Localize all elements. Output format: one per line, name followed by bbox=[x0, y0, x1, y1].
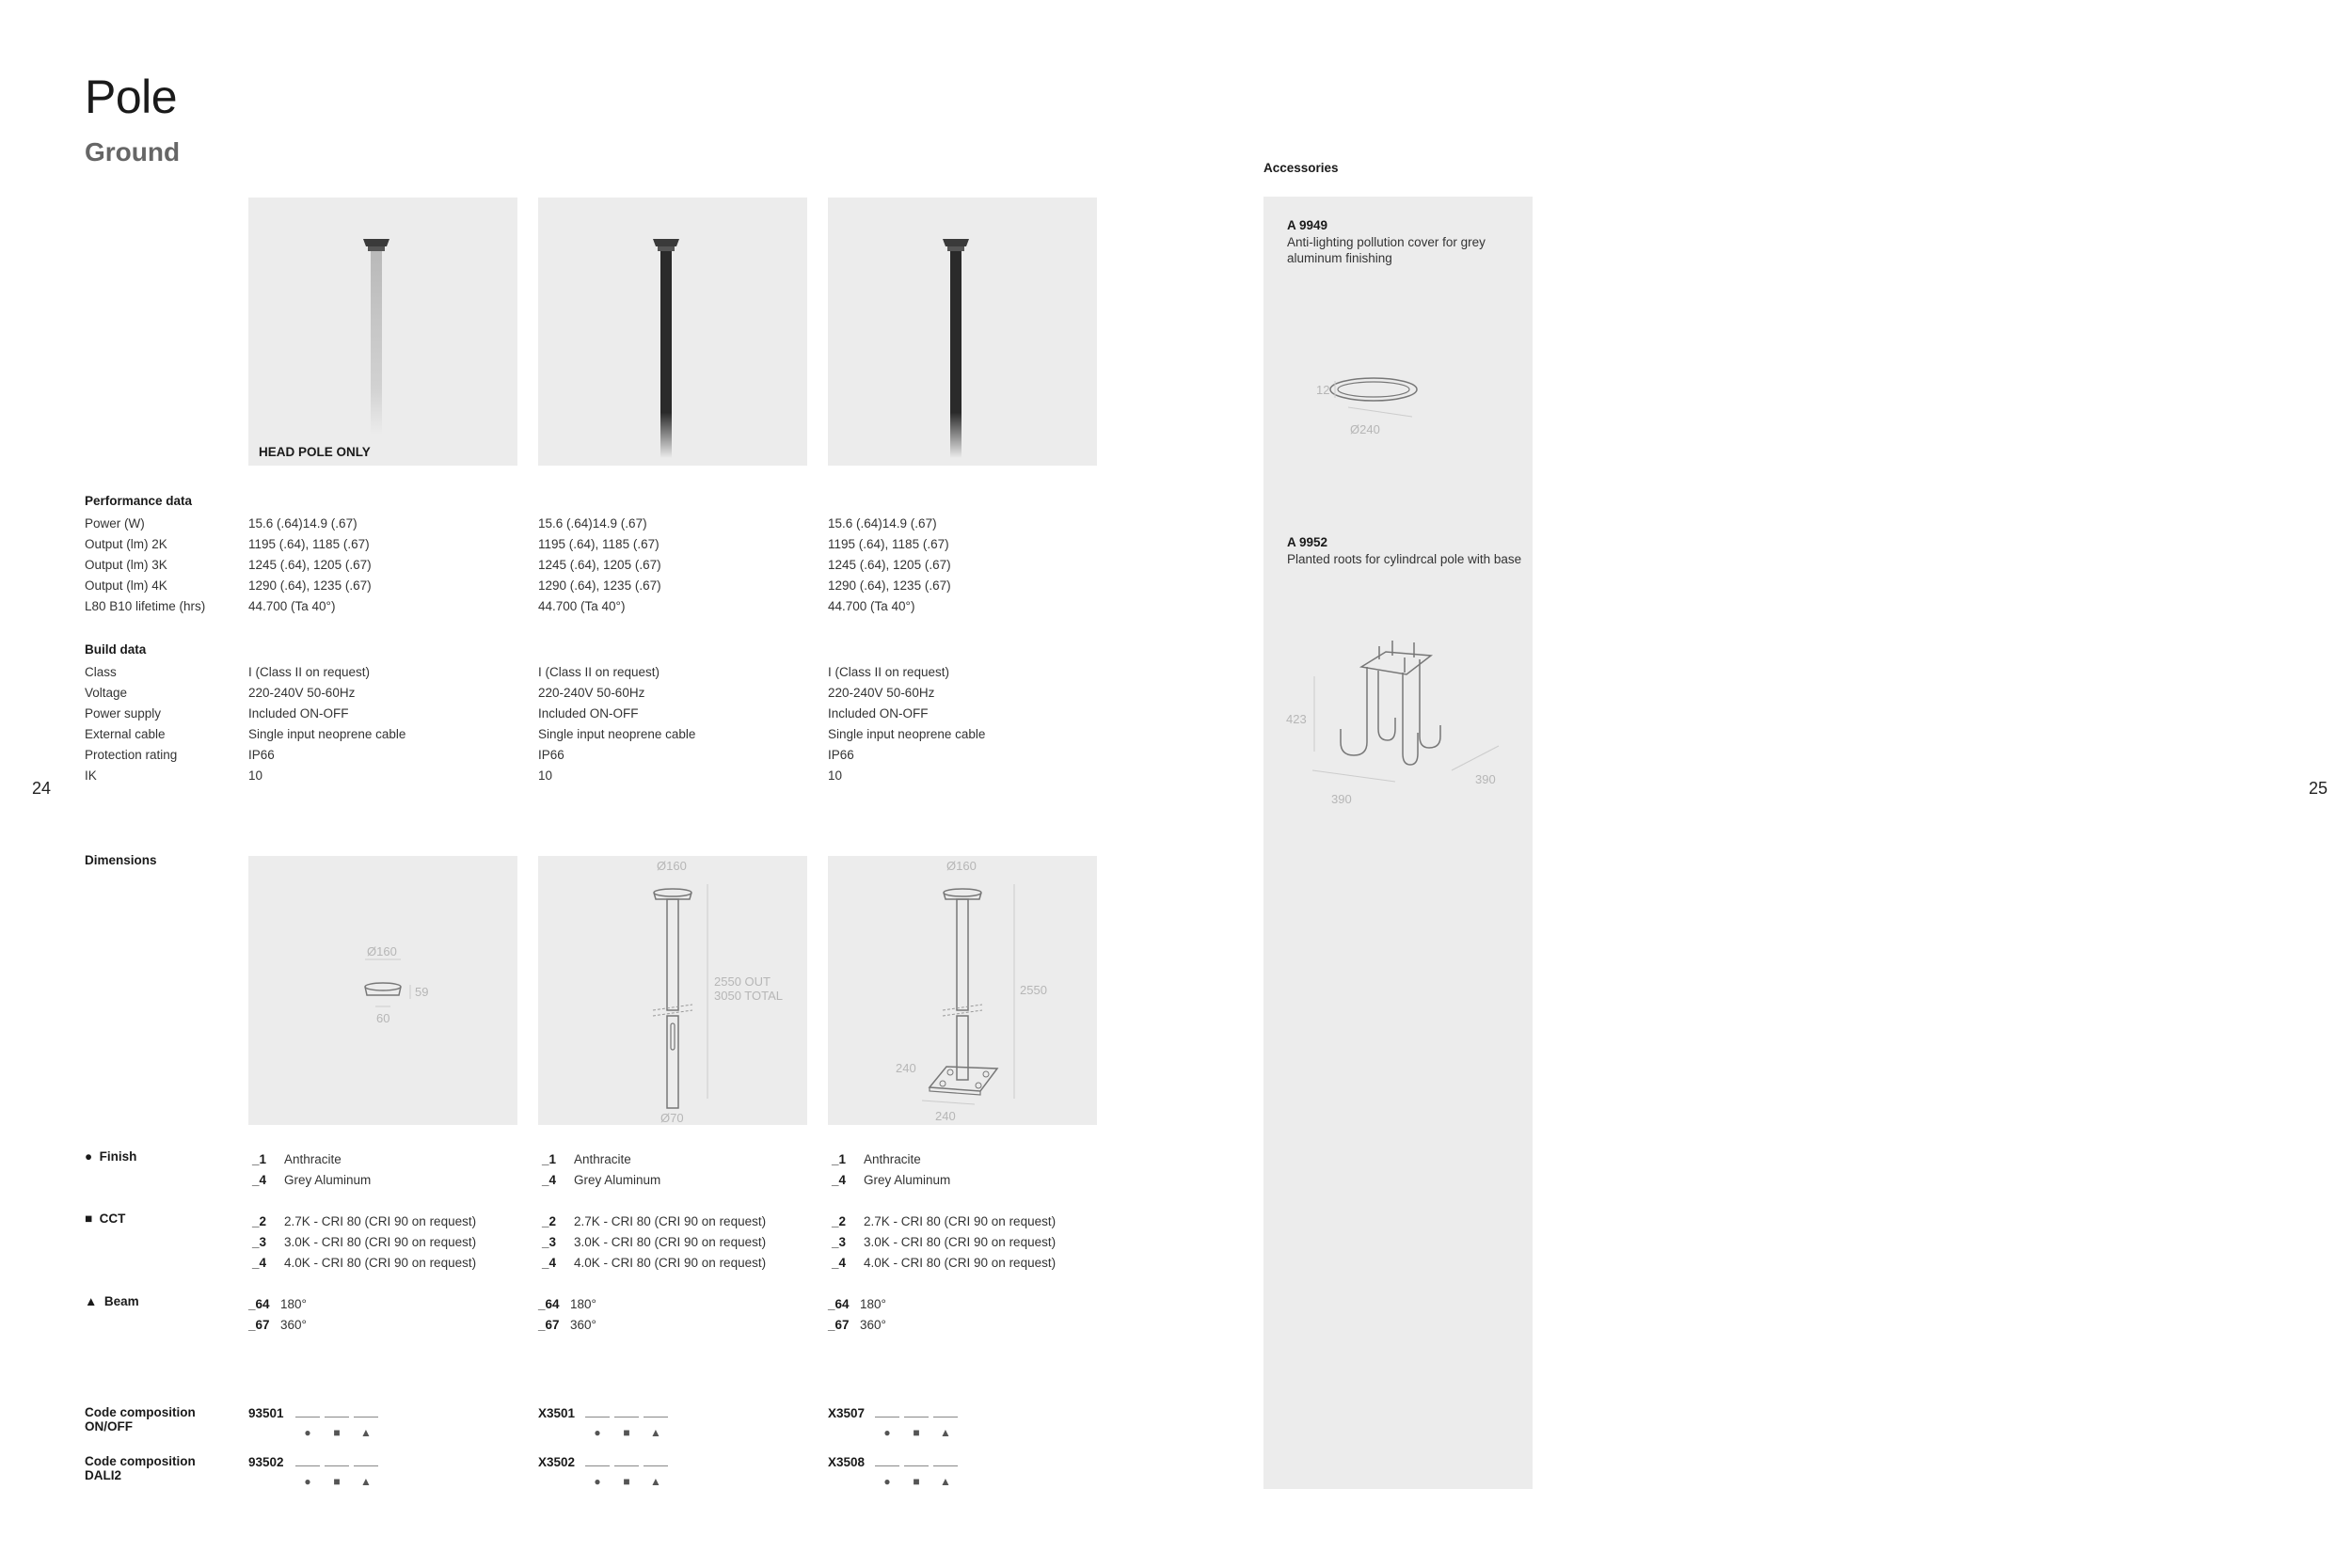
value-class: I (Class II on request) bbox=[828, 665, 950, 679]
option-code: _1 bbox=[252, 1152, 267, 1166]
dim-width: 390 bbox=[1331, 792, 1352, 806]
label-protection: Protection rating bbox=[85, 748, 178, 762]
cover-drawing bbox=[1263, 356, 1533, 469]
value-protection: IP66 bbox=[828, 748, 854, 762]
performance-values-1 bbox=[248, 514, 372, 617]
value-protection: IP66 bbox=[538, 748, 564, 762]
dimension-drawing-2 bbox=[538, 856, 807, 1125]
finish-symbol-icon: ● bbox=[85, 1149, 93, 1164]
option-desc: 360° bbox=[860, 1318, 886, 1332]
cct-symbol-icon: ■ bbox=[623, 1426, 630, 1439]
dim-height: 12 bbox=[1316, 383, 1330, 397]
dim-height: 423 bbox=[1286, 712, 1307, 726]
pole-head-illustration bbox=[248, 198, 517, 466]
accessories-title: Accessories bbox=[1263, 161, 1339, 175]
page-number-left: 24 bbox=[32, 779, 52, 798]
beam-symbol-icon: ▲ bbox=[650, 1426, 661, 1439]
code-row-dali-2 bbox=[538, 1454, 673, 1490]
option-desc: 180° bbox=[280, 1297, 307, 1311]
value-ik: 10 bbox=[538, 768, 553, 783]
product-code: 93501 bbox=[248, 1406, 284, 1420]
value-output-2k: 1195 (.64), 1185 (.67) bbox=[828, 537, 949, 551]
code-row-dali-3 bbox=[828, 1454, 962, 1490]
option-desc: 4.0K - CRI 80 (CRI 90 on request) bbox=[864, 1256, 1057, 1270]
product-image-3 bbox=[828, 198, 1097, 466]
build-values-1 bbox=[248, 662, 405, 786]
build-labels bbox=[85, 662, 177, 786]
code-blank bbox=[875, 1454, 899, 1466]
code-blank bbox=[325, 1454, 349, 1466]
option-desc: Anthracite bbox=[864, 1152, 921, 1166]
beam-symbol-icon: ▲ bbox=[650, 1475, 661, 1488]
product-code: X3508 bbox=[828, 1455, 866, 1469]
beam-option bbox=[828, 1315, 886, 1336]
finish-option bbox=[252, 1149, 342, 1170]
value-power-supply: Included ON-OFF bbox=[538, 706, 639, 721]
option-code: _3 bbox=[542, 1235, 557, 1249]
option-desc: 3.0K - CRI 80 (CRI 90 on request) bbox=[864, 1235, 1057, 1249]
value-lifetime: 44.700 (Ta 40°) bbox=[538, 599, 626, 613]
cct-symbol-icon: ■ bbox=[913, 1475, 920, 1488]
option-code: _1 bbox=[542, 1152, 557, 1166]
code-blank bbox=[614, 1454, 639, 1466]
beam-option bbox=[538, 1315, 596, 1336]
value-power: 15.6 (.64)14.9 (.67) bbox=[248, 516, 358, 531]
value-class: I (Class II on request) bbox=[248, 665, 371, 679]
code-blank bbox=[614, 1405, 639, 1418]
option-desc: 180° bbox=[860, 1297, 886, 1311]
value-voltage: 220-240V 50-60Hz bbox=[538, 686, 645, 700]
option-code: _4 bbox=[252, 1173, 267, 1187]
finish-option bbox=[832, 1170, 950, 1191]
pole-base-dimension-drawing bbox=[828, 856, 1097, 1125]
build-title: Build data bbox=[85, 642, 147, 657]
value-power-supply: Included ON-OFF bbox=[248, 706, 349, 721]
dim-width: 60 bbox=[376, 1011, 390, 1025]
beam-option bbox=[828, 1294, 886, 1315]
dimension-drawing-3 bbox=[828, 856, 1097, 1125]
value-output-4k: 1290 (.64), 1235 (.67) bbox=[828, 578, 951, 593]
cct-symbol-icon: ■ bbox=[623, 1475, 630, 1488]
code-blank bbox=[933, 1405, 958, 1418]
option-code: _64 bbox=[828, 1297, 850, 1311]
dim-height-out: 2550 OUT bbox=[714, 974, 771, 989]
planted-roots-drawing bbox=[1263, 639, 1533, 827]
option-desc: 2.7K - CRI 80 (CRI 90 on request) bbox=[864, 1214, 1057, 1228]
option-desc: 4.0K - CRI 80 (CRI 90 on request) bbox=[574, 1256, 767, 1270]
value-output-4k: 1290 (.64), 1235 (.67) bbox=[538, 578, 661, 593]
cct-option bbox=[832, 1212, 1056, 1232]
beam-symbol-icon: ▲ bbox=[85, 1294, 98, 1308]
finish-symbol-icon: ● bbox=[594, 1475, 601, 1488]
label-power-supply: Power supply bbox=[85, 706, 162, 721]
option-desc: Anthracite bbox=[574, 1152, 631, 1166]
code-composition-onoff-label: Code composition ON/OFF bbox=[85, 1405, 196, 1433]
beam-option bbox=[538, 1294, 596, 1315]
value-output-2k: 1195 (.64), 1185 (.67) bbox=[538, 537, 660, 551]
value-external-cable: Single input neoprene cable bbox=[248, 727, 406, 741]
code-row-onoff-1 bbox=[248, 1405, 383, 1441]
value-class: I (Class II on request) bbox=[538, 665, 660, 679]
label-external-cable: External cable bbox=[85, 727, 166, 741]
label-class: Class bbox=[85, 665, 117, 679]
label-ik: IK bbox=[85, 768, 97, 783]
code-blank bbox=[325, 1405, 349, 1418]
code-blank bbox=[354, 1454, 378, 1466]
option-code: _1 bbox=[832, 1152, 847, 1166]
dim-height-total: 3050 TOTAL bbox=[714, 989, 783, 1003]
image-label: HEAD POLE ONLY bbox=[259, 445, 371, 459]
head-dimension-drawing bbox=[248, 856, 517, 1125]
option-code: _4 bbox=[252, 1256, 267, 1270]
value-power-supply: Included ON-OFF bbox=[828, 706, 929, 721]
dim-plate-depth: 240 bbox=[896, 1061, 916, 1075]
performance-labels bbox=[85, 514, 205, 617]
finish-symbol-icon: ● bbox=[883, 1475, 891, 1488]
product-code: X3507 bbox=[828, 1406, 866, 1420]
product-code: 93502 bbox=[248, 1455, 284, 1469]
dim-diameter: Ø240 bbox=[1350, 422, 1380, 436]
product-image-2 bbox=[538, 198, 807, 466]
option-code: _2 bbox=[542, 1214, 557, 1228]
pole-illustration bbox=[538, 198, 807, 466]
product-image-1 bbox=[248, 198, 517, 466]
beam-symbol-icon: ▲ bbox=[940, 1475, 951, 1488]
option-desc: Grey Aluminum bbox=[284, 1173, 372, 1187]
beam-heading bbox=[85, 1294, 139, 1308]
value-external-cable: Single input neoprene cable bbox=[828, 727, 986, 741]
accessory-code: A 9952 bbox=[1287, 535, 1328, 549]
code-row-dali-1 bbox=[248, 1454, 383, 1490]
option-code: _67 bbox=[538, 1318, 560, 1332]
accessory-desc: Planted roots for cylindrcal pole with base bbox=[1287, 552, 1522, 566]
dim-depth: 390 bbox=[1475, 772, 1496, 786]
finish-option bbox=[832, 1149, 921, 1170]
value-lifetime: 44.700 (Ta 40°) bbox=[248, 599, 336, 613]
option-desc: 2.7K - CRI 80 (CRI 90 on request) bbox=[574, 1214, 767, 1228]
value-power: 15.6 (.64)14.9 (.67) bbox=[538, 516, 647, 531]
cct-symbol-icon: ■ bbox=[333, 1475, 341, 1488]
cct-symbol-icon: ■ bbox=[913, 1426, 920, 1439]
code-row-onoff-3 bbox=[828, 1405, 962, 1441]
cct-option bbox=[252, 1212, 476, 1232]
value-voltage: 220-240V 50-60Hz bbox=[248, 686, 356, 700]
option-code: _2 bbox=[252, 1214, 267, 1228]
code-composition-dali-label: Code composition DALI2 bbox=[85, 1454, 196, 1482]
dim-plate-width: 240 bbox=[935, 1109, 956, 1123]
cct-heading bbox=[85, 1212, 125, 1226]
finish-symbol-icon: ● bbox=[304, 1475, 311, 1488]
product-code: X3501 bbox=[538, 1406, 576, 1420]
label-output-2k: Output (lm) 2K bbox=[85, 537, 167, 551]
label-output-3k: Output (lm) 3K bbox=[85, 558, 167, 572]
value-output-2k: 1195 (.64), 1185 (.67) bbox=[248, 537, 370, 551]
value-output-3k: 1245 (.64), 1205 (.67) bbox=[248, 558, 372, 572]
code-blank bbox=[904, 1454, 929, 1466]
dim-height: 59 bbox=[415, 985, 429, 999]
code-blank bbox=[585, 1454, 610, 1466]
value-power: 15.6 (.64)14.9 (.67) bbox=[828, 516, 937, 531]
value-voltage: 220-240V 50-60Hz bbox=[828, 686, 935, 700]
performance-values-2 bbox=[538, 514, 661, 617]
value-ik: 10 bbox=[248, 768, 263, 783]
label-power: Power (W) bbox=[85, 516, 145, 531]
beam-symbol-icon: ▲ bbox=[360, 1475, 372, 1488]
option-desc: 3.0K - CRI 80 (CRI 90 on request) bbox=[574, 1235, 767, 1249]
value-output-3k: 1245 (.64), 1205 (.67) bbox=[828, 558, 951, 572]
dimensions-title: Dimensions bbox=[85, 853, 157, 867]
finish-symbol-icon: ● bbox=[594, 1426, 601, 1439]
beam-option bbox=[248, 1294, 307, 1315]
code-blank bbox=[933, 1454, 958, 1466]
beam-option bbox=[248, 1315, 307, 1336]
cct-option bbox=[542, 1212, 766, 1232]
finish-heading bbox=[85, 1149, 136, 1164]
cct-option bbox=[832, 1253, 1056, 1274]
dim-height: 2550 bbox=[1020, 983, 1047, 997]
dim-diameter: Ø160 bbox=[946, 859, 977, 873]
cct-option bbox=[542, 1253, 766, 1274]
code-blank bbox=[585, 1405, 610, 1418]
option-code: _4 bbox=[542, 1256, 557, 1270]
option-code: _3 bbox=[252, 1235, 267, 1249]
beam-symbol-icon: ▲ bbox=[360, 1426, 372, 1439]
page-subtitle: Ground bbox=[85, 137, 181, 166]
option-desc: Grey Aluminum bbox=[574, 1173, 661, 1187]
pole-illustration bbox=[828, 198, 1097, 466]
value-lifetime: 44.700 (Ta 40°) bbox=[828, 599, 915, 613]
cct-option bbox=[252, 1253, 476, 1274]
option-code: _67 bbox=[828, 1318, 850, 1332]
product-code: X3502 bbox=[538, 1455, 576, 1469]
option-desc: 2.7K - CRI 80 (CRI 90 on request) bbox=[284, 1214, 477, 1228]
cct-symbol-icon: ■ bbox=[85, 1212, 93, 1226]
code-blank bbox=[644, 1454, 668, 1466]
option-code: _4 bbox=[832, 1256, 847, 1270]
option-code: _67 bbox=[248, 1318, 270, 1332]
option-desc: Grey Aluminum bbox=[864, 1173, 951, 1187]
code-row-onoff-2 bbox=[538, 1405, 673, 1441]
page-number-right: 25 bbox=[2309, 779, 2328, 798]
option-desc: 4.0K - CRI 80 (CRI 90 on request) bbox=[284, 1256, 477, 1270]
finish-symbol-icon: ● bbox=[883, 1426, 891, 1439]
dim-diameter: Ø160 bbox=[657, 859, 687, 873]
option-desc: 180° bbox=[570, 1297, 596, 1311]
code-blank bbox=[354, 1405, 378, 1418]
dimension-drawing-1 bbox=[248, 856, 517, 1125]
value-ik: 10 bbox=[828, 768, 843, 783]
option-code: _64 bbox=[538, 1297, 560, 1311]
label-lifetime: L80 B10 lifetime (hrs) bbox=[85, 599, 206, 613]
label-output-4k: Output (lm) 4K bbox=[85, 578, 167, 593]
option-code: _2 bbox=[832, 1214, 847, 1228]
code-blank bbox=[904, 1405, 929, 1418]
code-blank bbox=[295, 1454, 320, 1466]
finish-option bbox=[252, 1170, 371, 1191]
finish-label: Finish bbox=[99, 1149, 137, 1164]
accessory-code: A 9949 bbox=[1287, 218, 1328, 232]
cct-option bbox=[252, 1232, 476, 1253]
value-protection: IP66 bbox=[248, 748, 275, 762]
accessory-desc: Anti-lighting pollution cover for grey aluminum finishing bbox=[1287, 235, 1486, 265]
pole-dimension-drawing bbox=[538, 856, 807, 1125]
option-code: _4 bbox=[542, 1173, 557, 1187]
value-output-3k: 1245 (.64), 1205 (.67) bbox=[538, 558, 661, 572]
beam-symbol-icon: ▲ bbox=[940, 1426, 951, 1439]
code-blank bbox=[295, 1405, 320, 1418]
option-code: _64 bbox=[248, 1297, 270, 1311]
value-external-cable: Single input neoprene cable bbox=[538, 727, 696, 741]
finish-symbol-icon: ● bbox=[304, 1426, 311, 1439]
finish-option bbox=[542, 1149, 631, 1170]
option-desc: 360° bbox=[280, 1318, 307, 1332]
value-output-4k: 1290 (.64), 1235 (.67) bbox=[248, 578, 372, 593]
option-desc: 360° bbox=[570, 1318, 596, 1332]
cct-symbol-icon: ■ bbox=[333, 1426, 341, 1439]
option-code: _4 bbox=[832, 1173, 847, 1187]
option-desc: Anthracite bbox=[284, 1152, 342, 1166]
performance-values-3 bbox=[828, 514, 951, 617]
cct-option bbox=[832, 1232, 1056, 1253]
beam-label: Beam bbox=[103, 1294, 139, 1308]
dim-base: Ø70 bbox=[660, 1111, 684, 1125]
cct-label: CCT bbox=[99, 1212, 126, 1226]
cct-option bbox=[542, 1232, 766, 1253]
label-voltage: Voltage bbox=[85, 686, 128, 700]
code-blank bbox=[644, 1405, 668, 1418]
performance-title: Performance data bbox=[85, 494, 193, 508]
page-title: Pole bbox=[85, 71, 178, 123]
dim-diameter: Ø160 bbox=[367, 944, 397, 958]
option-desc: 3.0K - CRI 80 (CRI 90 on request) bbox=[284, 1235, 477, 1249]
build-values-3 bbox=[828, 662, 985, 786]
code-blank bbox=[875, 1405, 899, 1418]
finish-option bbox=[542, 1170, 660, 1191]
accessories-panel bbox=[1263, 197, 1533, 1489]
build-values-2 bbox=[538, 662, 695, 786]
option-code: _3 bbox=[832, 1235, 847, 1249]
